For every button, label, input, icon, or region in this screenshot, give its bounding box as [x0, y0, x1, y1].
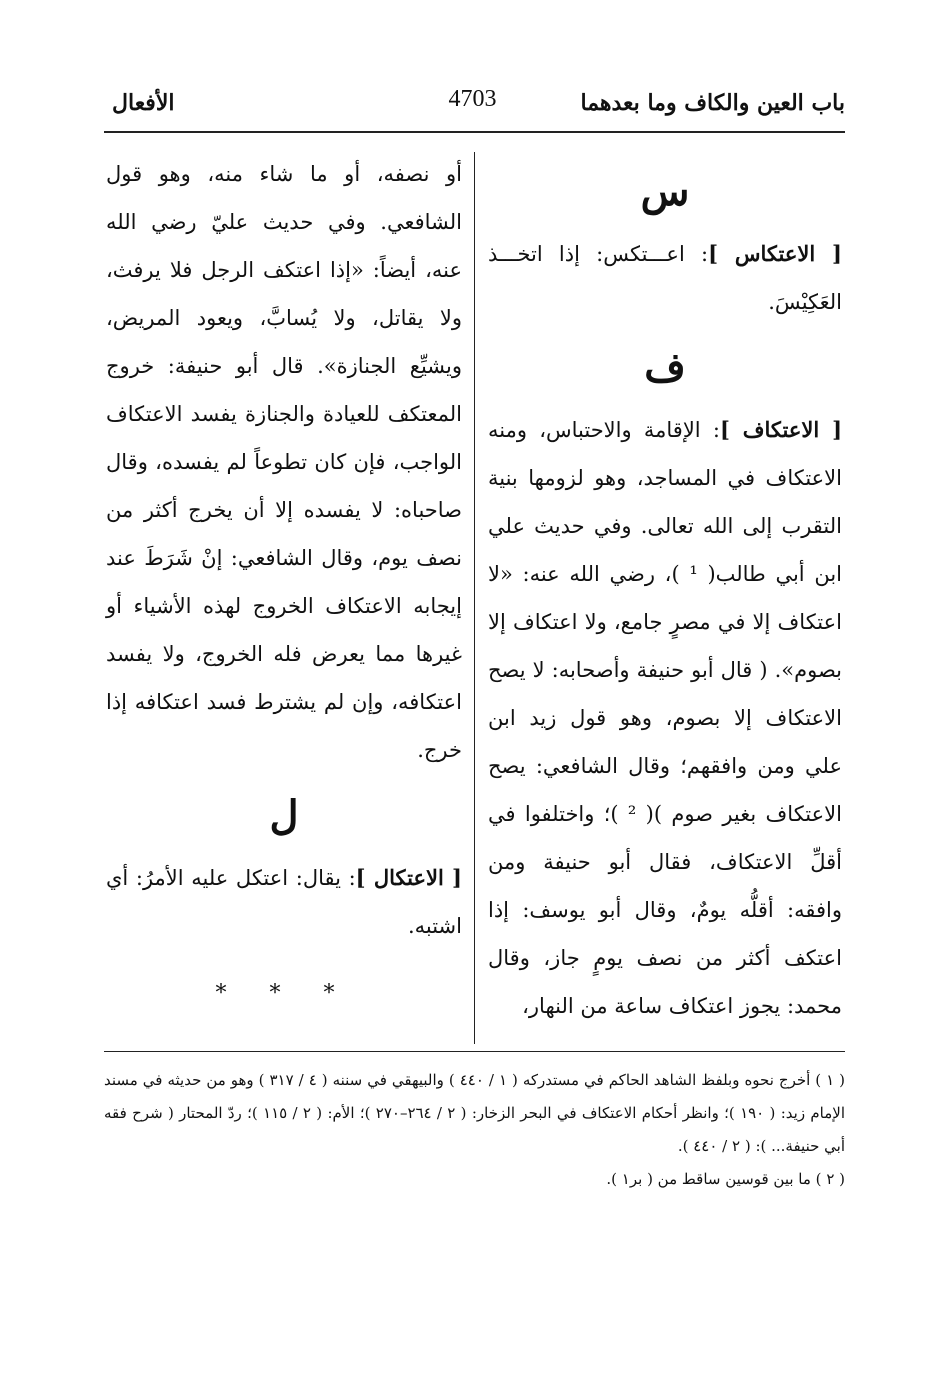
footnote-1: ( ١ ) أخرج نحوه وبلفظ الشاهد الحاكم في مستدركه ( ١ / ٤٤٠ ) والبيهقي في سننه ( ٤ / ٣١٧ ) وهو من حديثه في مسند الإمام زيد: ( ١٩٠ )؛ وانظر أحكام الاعتكاف في البحر الزخار: ( ٢ / ٢٦٤–٢٧٠ )؛ الأم: ( ٢ / ١١٥ )؛ ردّ المحتار ( شرح فقه أبي حنيفة... ): ( ٢ / ٤٤٠ ).	[104, 1071, 846, 1155]
section-end-stars: * * *	[215, 981, 353, 1006]
entry-itikaf-continued: أو نصفه، أو ما شاء منه، وهو قول الشافعي. وفي حديث عليّ رضي الله عنه، أيضاً: «إذا اعتكف الرجل فلا يرفث، ولا يقاتل، ولا يُسابَّ، ويعود المريض، ويشيِّع الجنازة». قال أبو حنيفة: خروج المعتكف للعيادة والجنازة يفسد الاعتكاف الواجب، فإن كان تطوعاً لم يفسده، وقال صاحباه: لا يفسده إلا أن يخرج أكثر من نصف يوم، وقال الشافعي: إنْ شَرَطَ عند إيجابه الاعتكاف الخروج لهذه الأشياء أو غيرها مما يعرض فله الخروج، ولا يفسد اعتكافه، وإن لم يشترط فسد اعتكافه إذا خرج.	[106, 162, 462, 762]
headword-itikaf: [ الاعتكاف ]	[719, 417, 843, 442]
chapter-title: باب العين والكاف وما بعدهما	[580, 90, 845, 116]
headword-itikal: [ الاعتكال ]	[355, 865, 462, 890]
header-rule	[104, 131, 845, 133]
entry-itikaf	[488, 406, 842, 1030]
page-number: 4703	[448, 86, 497, 112]
left-column	[106, 150, 462, 1014]
page-header	[100, 86, 845, 128]
column-divider	[474, 152, 475, 1044]
entry-iktikas-text: : اعـــتكس: إذا اتخـــذ العَكِيْسَ.	[488, 242, 842, 314]
right-column	[488, 150, 842, 1030]
letter-heading-seen: س	[640, 168, 690, 215]
footnote-rule	[104, 1051, 845, 1052]
letter-heading-lam: ل	[269, 792, 299, 839]
footnotes	[104, 1064, 845, 1196]
section-title: الأفعال	[112, 90, 175, 116]
entry-iktikas	[488, 230, 842, 326]
footnote-2: ( ٢ ) ما بين قوسين ساقط من ( بر١ ).	[606, 1170, 845, 1188]
entry-itikaf-text: : الإقامة والاحتباس، ومنه الاعتكاف في المساجد، وهو لزومها بنية التقرب إلى الله تعالى. وفي حديث علي ابن أبي طالب( ¹ )، رضي الله عنه: «لا اعتكاف إلا في مصرٍ جامع، ولا اعتكاف إلا بصوم». ( قال أبو حنيفة وأصحابه: لا يصح الاعتكاف إلا بصوم، وهو قول زيد ابن علي ومن وافقهم؛ وقال الشافعي: يصح الاعتكاف بغير صوم )( ² )؛ واختلفوا في أقلِّ الاعتكاف، فقال أبو حنيفة ومن وافقه: أقلُّه يومٌ، وقال أبو يوسف: إذا اعتكف أكثر من نصف يومٍ جاز، وقال محمد: يجوز اعتكاف ساعة من النهار،	[488, 418, 842, 1018]
entry-itikal	[106, 854, 462, 950]
letter-heading-fa: ف	[644, 344, 686, 391]
entry-itikal-text: : يقال: اعتكل عليه الأمرُ: أي اشتبه.	[106, 866, 462, 938]
headword-iktikas: [ الاعتكاس ]	[708, 241, 842, 266]
